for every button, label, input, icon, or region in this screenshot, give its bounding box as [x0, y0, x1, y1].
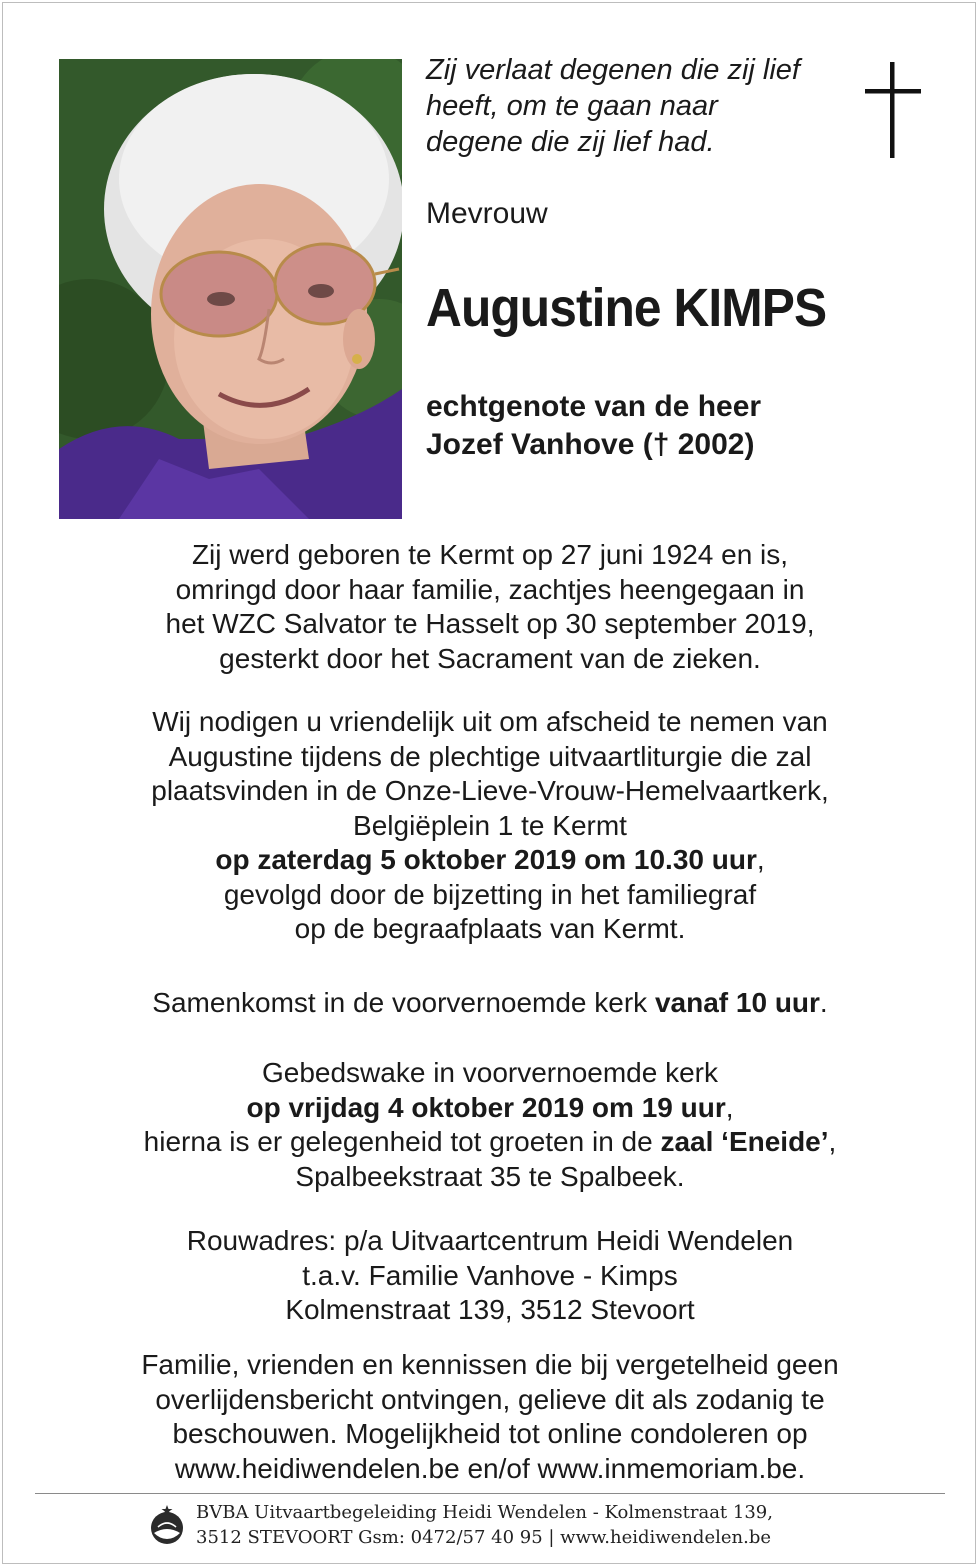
vigil-venue: zaal ‘Eneide’	[660, 1126, 829, 1157]
text-line: beschouwen. Mogelijkheid tot online condoleren op	[172, 1418, 808, 1449]
mourning-address	[60, 1224, 920, 1328]
footer-divider	[35, 1493, 945, 1494]
quote-line: Zij verlaat degenen die zij lief	[426, 54, 800, 86]
text-line: gesterkt door het Sacrament van de zieken.	[219, 642, 761, 674]
text-line: overlijdensbericht ontvingen, gelieve dit als zodanig te	[155, 1383, 825, 1415]
text-line: Zij werd geboren te Kermt op 27 juni 1924 en is,	[191, 539, 789, 570]
vigil-venue-text: hierna is er gelegenheid tot groeten in de	[143, 1126, 661, 1157]
punctuation: ,	[828, 1126, 837, 1157]
birth-death-paragraph	[60, 538, 920, 676]
text-line: Belgiëplein 1 te Kermt	[353, 809, 627, 841]
text-line: het WZC Salvator te Hasselt op 30 september 2019,	[165, 608, 815, 639]
text-line: gevolgd door de bijzetting in het familiegraf	[223, 878, 757, 910]
text-line: Wij nodigen u vriendelijk uit om afscheid te nemen van	[152, 706, 828, 737]
notice-paragraph	[60, 1348, 920, 1486]
gathering-time: vanaf 10 uur	[654, 987, 820, 1018]
vigil-paragraph	[60, 1056, 920, 1194]
text-line: Spalbeekstraat 35 te Spalbeek.	[295, 1160, 685, 1192]
funeral-date: op zaterdag 5 oktober 2019 om 10.30 uur	[215, 844, 757, 875]
vigil-date-line	[60, 1091, 920, 1126]
gathering-line	[60, 986, 920, 1021]
spouse-info	[426, 388, 761, 464]
punctuation: ,	[725, 1091, 734, 1123]
spouse-line: Jozef Vanhove († 2002)	[426, 428, 755, 461]
text-line: Kolmenstraat 139, 3512 Stevoort	[285, 1294, 695, 1325]
salutation: Mevrouw	[426, 197, 548, 230]
quote-line: degene die zij lief had.	[426, 126, 715, 158]
cross-icon	[862, 62, 924, 160]
text-line: t.a.v. Familie Vanhove - Kimps	[302, 1259, 678, 1291]
deceased-name: Augustine KIMPS	[426, 278, 827, 338]
footer-line: BVBA Uitvaartbegeleiding Heidi Wendelen - Kolmenstraat 139,	[196, 1502, 773, 1523]
text-line: Augustine tijdens de plechtige uitvaartliturgie die zal	[168, 740, 812, 772]
footer-line: 3512 STEVOORT Gsm: 0472/57 40 95 | www.heidiwendelen.be	[196, 1527, 771, 1548]
funeral-paragraph	[60, 705, 920, 947]
funeral-date-line	[60, 843, 920, 878]
footer-funeral-home	[196, 1500, 773, 1550]
portrait-photo	[59, 59, 402, 519]
gathering-text: Samenkomst in de voorvernoemde kerk	[152, 987, 655, 1018]
memorial-quote	[426, 52, 846, 160]
funeral-home-logo-icon	[148, 1503, 186, 1547]
text-line: Gebedswake in voorvernoemde kerk	[261, 1057, 718, 1088]
punctuation: .	[819, 987, 828, 1018]
text-line: Familie, vrienden en kennissen die bij vergetelheid geen	[141, 1349, 839, 1380]
text-line: plaatsvinden in de Onze-Lieve-Vrouw-Hemelvaartkerk,	[151, 775, 829, 806]
vigil-venue-line	[60, 1125, 920, 1160]
quote-line: heeft, om te gaan naar	[426, 90, 718, 122]
text-line: www.heidiwendelen.be en/of www.inmemoriam.be.	[174, 1452, 806, 1484]
vigil-date: op vrijdag 4 oktober 2019 om 19 uur	[246, 1091, 726, 1123]
gathering-paragraph	[60, 986, 920, 1021]
text-line: Rouwadres: p/a Uitvaartcentrum Heidi Wendelen	[186, 1225, 794, 1256]
text-line: op de begraafplaats van Kermt.	[294, 913, 686, 944]
spouse-line: echtgenote van de heer	[426, 390, 762, 423]
punctuation: ,	[756, 844, 765, 875]
text-line: omringd door haar familie, zachtjes heengegaan in	[175, 573, 805, 605]
